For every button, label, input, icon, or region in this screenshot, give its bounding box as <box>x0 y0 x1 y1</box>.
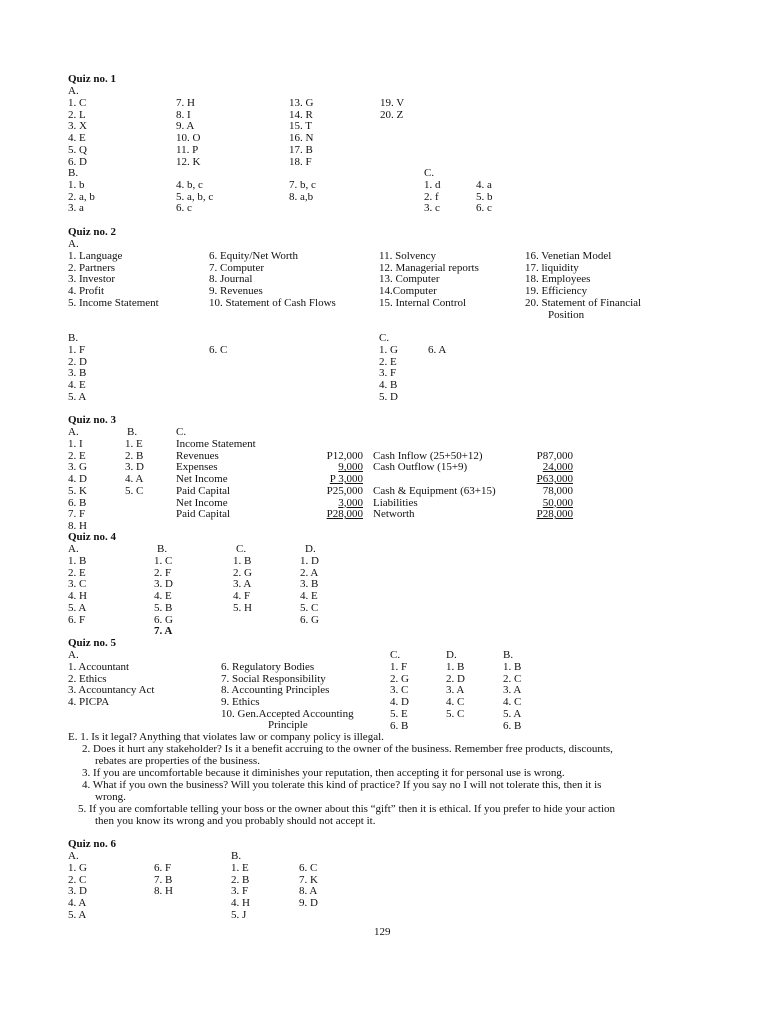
answer-item: 3. D <box>154 578 173 591</box>
section-label: B. <box>157 543 168 555</box>
answer-item: 7. b, c <box>289 179 316 191</box>
answer-item: 5. C <box>125 484 144 497</box>
answer-item: 4. E <box>68 132 86 145</box>
answer-item: 19. V <box>380 97 405 109</box>
answer-item: 2. a, b <box>68 190 95 203</box>
answer-item: 2. Partners <box>68 261 116 274</box>
answer-item: 5. C <box>446 707 465 720</box>
answer-item: 8. H <box>68 519 87 532</box>
answer-item: 12. Managerial reports <box>379 261 479 274</box>
answer-item: 9. Revenues <box>209 285 263 298</box>
answer-item: 8. Journal <box>209 273 253 286</box>
section-label: B. <box>503 649 514 661</box>
answer-item: 5. A <box>68 390 87 403</box>
answer-item: 8. Accounting Principles <box>221 684 330 697</box>
section-label: B. <box>68 167 79 179</box>
answer-item: 2. E <box>379 355 397 368</box>
answer-item: 1. G <box>68 862 87 874</box>
answer-item-continued: Principle <box>268 719 308 731</box>
answer-item: 8. A <box>299 885 318 898</box>
answer-item: 1. C <box>154 555 173 567</box>
quiz-title: Quiz no. 1 <box>68 73 116 85</box>
statement-value: P 3,000 <box>329 473 363 486</box>
statement-value: P87,000 <box>536 449 573 462</box>
answer-item: 4. B <box>379 379 398 392</box>
statement-label: Liabilities <box>373 496 418 509</box>
essay-line: then you know its wrong and you probably should not accept it. <box>95 815 376 827</box>
answer-item: 3. Accountancy Act <box>68 684 155 697</box>
answer-item: 2. G <box>390 672 409 685</box>
quiz-title: Quiz no. 4 <box>68 531 116 543</box>
answer-item: 6. B <box>68 496 87 509</box>
answer-item: 3. c <box>424 202 440 215</box>
answer-item: 10. Statement of Cash Flows <box>209 296 336 309</box>
answer-item: 6. c <box>176 202 192 215</box>
answer-item: 1. B <box>68 555 87 567</box>
answer-item: 6. C <box>209 344 228 356</box>
answer-item: 17. liquidity <box>525 261 579 274</box>
answer-item: 5. B <box>154 601 173 614</box>
answer-item: 15. Internal Control <box>379 296 467 309</box>
essay-line: 2. Does it hurt any stakeholder? Is it a benefit accruing to the owner of the business. Remember free products, discounts, <box>82 743 613 755</box>
answer-item: 16. Venetian Model <box>525 250 612 262</box>
statement-value: P28,000 <box>536 508 573 521</box>
answer-item: 4. PICPA <box>68 696 110 709</box>
answer-item: 18. Employees <box>525 273 591 286</box>
answer-item: 5. A <box>68 908 87 921</box>
section-label: A. <box>68 426 79 438</box>
statement-label: Paid Capital <box>176 484 231 497</box>
answer-item: 4. C <box>503 696 522 709</box>
answer-item: 5. C <box>300 601 319 614</box>
answer-item: 6. G <box>300 613 319 626</box>
answer-item: 1. B <box>503 661 522 673</box>
section-label: C. <box>390 649 401 661</box>
answer-item: 20. Z <box>380 108 404 121</box>
answer-item: 5. J <box>231 908 247 921</box>
answer-item: 7. A <box>154 625 173 638</box>
answer-item: 2. Ethics <box>68 672 107 685</box>
answer-item: 5. D <box>379 390 398 403</box>
answer-item: 2. G <box>233 566 252 579</box>
answer-item: 1. I <box>68 438 83 450</box>
answer-item: 2. L <box>68 108 86 121</box>
answer-item: 5. A <box>503 707 522 720</box>
answer-item: 6. G <box>154 613 173 626</box>
answer-item: 19. Efficiency <box>525 285 588 298</box>
answer-item: 3. A <box>503 684 522 697</box>
answer-item: 15. T <box>289 120 313 133</box>
answer-item: 4. C <box>446 696 465 709</box>
answer-item: 5. K <box>68 484 87 497</box>
statement-value: P25,000 <box>326 484 363 497</box>
answer-item: 1. B <box>446 661 465 673</box>
answer-item: 5. b <box>476 190 493 203</box>
answer-item: 3. D <box>125 461 144 474</box>
answer-item: 5. Q <box>68 143 87 156</box>
answer-item: 13. Computer <box>379 273 440 286</box>
answer-item: 2. E <box>68 449 86 462</box>
answer-item: 3. X <box>68 120 87 133</box>
statement-value: 78,000 <box>542 484 573 497</box>
statement-label: Cash Outflow (15+9) <box>373 461 468 474</box>
answer-item: 4. H <box>231 897 250 910</box>
answer-item: 8. a,b <box>289 190 314 203</box>
answer-item: 2. B <box>231 873 250 886</box>
answer-item: 4. A <box>125 473 144 486</box>
quiz-title: Quiz no. 2 <box>68 226 116 238</box>
page-number: 129 <box>374 926 391 938</box>
answer-item: 1. F <box>390 661 408 673</box>
answer-item: 20. Statement of Financial <box>525 296 642 309</box>
answer-item: 17. B <box>289 143 313 156</box>
answer-item: 5. Income Statement <box>68 296 159 309</box>
section-label: A. <box>68 238 79 250</box>
section-label: D. <box>305 543 316 555</box>
answer-item: 11. P <box>176 143 199 156</box>
answer-item: 6. C <box>299 862 318 874</box>
answer-item: 1. D <box>300 555 319 567</box>
answer-item: 3. B <box>68 367 87 380</box>
section-label: A. <box>68 649 79 661</box>
answer-item: 6. A <box>428 344 447 356</box>
statement-label: Networth <box>373 508 415 521</box>
section-label: B. <box>68 332 79 344</box>
answer-item: 7. F <box>68 508 86 521</box>
answer-item: 14. R <box>289 108 313 121</box>
quiz-title: Quiz no. 6 <box>68 838 116 850</box>
answer-item: 1. G <box>379 344 398 356</box>
answer-item: 6. Equity/Net Worth <box>209 250 299 262</box>
answer-item: 2. D <box>446 672 465 685</box>
statement-value: P12,000 <box>326 449 363 462</box>
answer-item: 7. K <box>299 873 318 886</box>
answer-item: 2. f <box>424 190 439 203</box>
answer-item: 6. F <box>68 613 86 626</box>
answer-item: 10. O <box>176 132 201 145</box>
answer-item: 3. C <box>68 578 87 591</box>
section-label: A. <box>68 543 79 555</box>
answer-item: 3. D <box>68 885 87 898</box>
statement-label: Paid Capital <box>176 508 231 521</box>
statement-value: P28,000 <box>326 508 363 521</box>
answer-item: 4. E <box>68 379 86 392</box>
answer-item: 1. b <box>68 179 85 191</box>
answer-item: 2. C <box>503 672 522 685</box>
answer-item: 10. Gen.Accepted Accounting <box>221 707 354 720</box>
answer-item: 1. d <box>424 179 441 191</box>
essay-line: rebates are properties of the business. <box>95 755 260 767</box>
answer-item: 2. E <box>68 566 86 579</box>
statement-label: Cash & Equipment (63+15) <box>373 484 496 497</box>
answer-item: 3. a <box>68 202 84 215</box>
section-label: C. <box>236 543 247 555</box>
answer-item: 4. H <box>68 590 87 603</box>
answer-item: 18. F <box>289 155 312 168</box>
answer-item: 8. I <box>176 108 191 121</box>
answer-item: 9. D <box>299 897 318 910</box>
answer-item: 1. C <box>68 97 87 109</box>
answer-item: 6. Regulatory Bodies <box>221 661 315 673</box>
answer-item: 2. F <box>154 566 172 579</box>
answer-item: 6. F <box>154 862 172 874</box>
statement-value: P63,000 <box>536 473 573 486</box>
essay-line: 3. If you are uncomfortable because it diminishes your reputation, then accepting it for personal use is wrong. <box>82 767 565 779</box>
statement-value: 24,000 <box>542 461 573 474</box>
quiz-title: Quiz no. 5 <box>68 637 116 649</box>
answer-item: 3. F <box>379 367 397 380</box>
statement-label: Net Income <box>176 473 228 486</box>
answer-item: 4. D <box>390 696 409 709</box>
answer-item: 3. F <box>231 885 249 898</box>
essay-line: wrong. <box>95 791 126 803</box>
answer-item: 12. K <box>176 155 201 168</box>
section-label: C. <box>379 332 390 344</box>
answer-item: 3. A <box>446 684 465 697</box>
answer-item: 2. A <box>300 566 319 579</box>
answer-item: 1. E <box>231 862 249 874</box>
section-label: B. <box>127 426 138 438</box>
section-label: D. <box>446 649 457 661</box>
answer-item: 6. B <box>390 719 409 732</box>
answer-item: 2. C <box>68 873 87 886</box>
section-label: C. <box>176 426 187 438</box>
answer-item: 1. B <box>233 555 252 567</box>
answer-item: 1. E <box>125 438 143 450</box>
answer-item: 9. A <box>176 120 195 133</box>
answer-item: 2. D <box>68 355 87 368</box>
essay-line: 5. If you are comfortable telling your boss or the owner about this “gift” then it is ethical. If you prefer to hide your action <box>78 803 616 815</box>
answer-item: 5. E <box>390 707 408 720</box>
answer-item: 14.Computer <box>379 285 437 298</box>
statement-label: Net Income <box>176 496 228 509</box>
answer-item: 2. B <box>125 449 144 462</box>
answer-item: 3. C <box>390 684 409 697</box>
statement-label: Revenues <box>176 449 219 462</box>
answer-item: 4. Profit <box>68 285 105 298</box>
section-label: B. <box>231 850 242 862</box>
answer-item: 4. E <box>154 590 172 603</box>
answer-item: 3. Investor <box>68 273 116 286</box>
answer-item: 1. Accountant <box>68 661 130 673</box>
answer-item: 5. H <box>233 601 252 614</box>
answer-item: 3. A <box>233 578 252 591</box>
answer-item-continued: Position <box>548 309 585 321</box>
quiz-title: Quiz no. 3 <box>68 414 116 426</box>
answer-item: 4. D <box>68 473 87 486</box>
section-label: A. <box>68 85 79 97</box>
essay-line: E. 1. Is it legal? Anything that violates law or company policy is illegal. <box>68 731 384 743</box>
answer-item: 1. Language <box>68 250 123 262</box>
answer-item: 5. A <box>68 601 87 614</box>
answer-item: 16. N <box>289 132 314 145</box>
answer-item: 11. Solvency <box>379 250 437 262</box>
answer-item: 7. B <box>154 873 173 886</box>
statement-value: 9,000 <box>338 461 363 474</box>
answer-item: 6. B <box>503 719 522 732</box>
section-label: C. <box>424 167 435 179</box>
answer-item: 4. b, c <box>176 179 203 191</box>
statement-label: Expenses <box>176 461 218 474</box>
statement-value: 3,000 <box>338 496 363 509</box>
answer-item: 6. D <box>68 155 87 168</box>
answer-item: 7. Computer <box>209 261 264 274</box>
answer-item: 4. a <box>476 179 492 191</box>
answer-item: 1. F <box>68 344 86 356</box>
answer-item: 6. c <box>476 202 492 215</box>
answer-item: 13. G <box>289 97 314 109</box>
section-label: A. <box>68 850 79 862</box>
answer-item: 4. E <box>300 590 318 603</box>
answer-item: 7. Social Responsibility <box>221 672 326 685</box>
answer-item: 7. H <box>176 97 195 109</box>
answer-item: 4. A <box>68 897 87 910</box>
answer-item: 9. Ethics <box>221 696 260 709</box>
essay-line: 4. What if you own the business? Will you tolerate this kind of practice? If you say no I will not tolerate this, then it is <box>82 779 602 791</box>
answer-item: 8. H <box>154 885 173 898</box>
answer-item: 3. B <box>300 578 319 591</box>
answer-item: 5. a, b, c <box>176 190 214 203</box>
statement-value: 50,000 <box>542 496 573 509</box>
statement-label: Income Statement <box>176 438 256 450</box>
statement-label: Cash Inflow (25+50+12) <box>373 449 483 462</box>
answer-item: 4. F <box>233 590 251 603</box>
answer-item: 3. G <box>68 461 87 474</box>
